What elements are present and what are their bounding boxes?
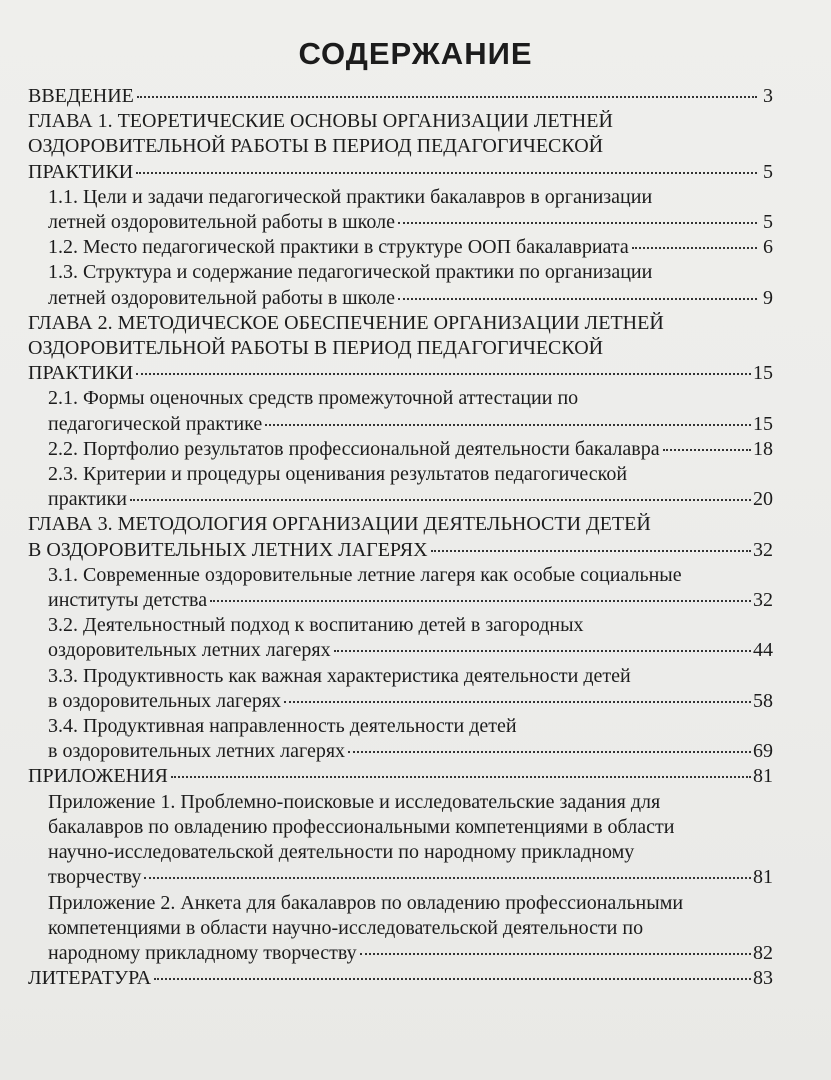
toc-entry-text: 2.1. Формы оценочных средств промежуточной аттестации по bbox=[48, 387, 579, 410]
toc-entry[interactable] bbox=[28, 84, 773, 109]
toc-entry-text: ЛИТЕРАТУРА bbox=[28, 967, 152, 990]
dot-leader bbox=[284, 701, 751, 703]
dot-leader bbox=[137, 96, 757, 98]
dot-leader bbox=[171, 776, 751, 778]
dot-leader bbox=[136, 172, 757, 174]
toc-entry[interactable] bbox=[28, 311, 773, 387]
toc-entry[interactable] bbox=[28, 664, 773, 714]
toc-entry-text: ГЛАВА 3. МЕТОДОЛОГИЯ ОРГАНИЗАЦИИ ДЕЯТЕЛЬНОСТИ ДЕТЕЙ bbox=[28, 513, 651, 536]
dot-leader bbox=[130, 499, 751, 501]
toc-page-number: 32 bbox=[753, 538, 773, 561]
toc-entry-text: ОЗДОРОВИТЕЛЬНОЙ РАБОТЫ В ПЕРИОД ПЕДАГОГИЧЕСКОЙ bbox=[28, 135, 604, 158]
toc-entry-text: 3.3. Продуктивность как важная характеристика деятельности детей bbox=[48, 664, 631, 687]
toc-entry-text: творчеству bbox=[48, 866, 142, 889]
toc-entry[interactable] bbox=[28, 260, 773, 310]
toc-entry[interactable] bbox=[28, 462, 773, 512]
toc-entry-text: В ОЗДОРОВИТЕЛЬНЫХ ЛЕТНИХ ЛАГЕРЯХ bbox=[28, 538, 428, 561]
toc-entry-text: педагогической практике bbox=[48, 412, 263, 435]
toc-entry-text: ПРАКТИКИ bbox=[28, 362, 134, 385]
toc-page-number: 9 bbox=[763, 286, 773, 309]
toc-page-number: 69 bbox=[753, 740, 773, 763]
toc-page-number: 20 bbox=[753, 488, 773, 511]
toc-page-number: 5 bbox=[763, 211, 773, 234]
toc-entry-text: 2.2. Портфолио результатов профессиональной деятельности бакалавра bbox=[48, 437, 660, 460]
toc-page-number: 3 bbox=[763, 85, 773, 107]
dot-leader bbox=[136, 373, 751, 375]
toc-entry-text: 1.3. Структура и содержание педагогической практики по организации bbox=[48, 261, 653, 284]
toc-entry[interactable] bbox=[28, 437, 773, 462]
toc-entry-text: институты детства bbox=[48, 589, 208, 612]
page-title: СОДЕРЖАНИЕ bbox=[298, 36, 533, 71]
toc-page-number: 58 bbox=[753, 689, 773, 712]
dot-leader bbox=[398, 298, 757, 300]
table-of-contents bbox=[28, 84, 773, 991]
toc-page-number: 5 bbox=[763, 160, 773, 183]
dot-leader bbox=[265, 424, 751, 426]
dot-leader bbox=[348, 751, 751, 753]
dot-leader bbox=[210, 600, 751, 602]
dot-leader bbox=[334, 650, 751, 652]
toc-entry-text: ПРИЛОЖЕНИЯ bbox=[28, 765, 168, 788]
toc-entry[interactable] bbox=[28, 386, 773, 436]
toc-entry-text: научно-исследовательской деятельности по народному прикладному bbox=[48, 841, 635, 864]
toc-entry-text: ГЛАВА 2. МЕТОДИЧЕСКОЕ ОБЕСПЕЧЕНИЕ ОРГАНИЗАЦИИ ЛЕТНЕЙ bbox=[28, 311, 664, 334]
toc-page-number: 18 bbox=[753, 437, 773, 460]
toc-entry-text: бакалавров по овладению профессиональными компетенциями в области bbox=[48, 815, 675, 838]
toc-entry[interactable] bbox=[28, 563, 773, 613]
toc-entry-text: компетенциями в области научно-исследовательской деятельности по bbox=[48, 916, 644, 939]
toc-entry-text: 3.1. Современные оздоровительные летние лагеря как особые социальные bbox=[48, 563, 682, 586]
toc-entry[interactable] bbox=[28, 764, 773, 789]
dot-leader bbox=[360, 953, 751, 955]
toc-entry-text: летней оздоровительной работы в школе bbox=[48, 286, 395, 309]
dot-leader bbox=[144, 877, 751, 879]
toc-entry-text: 2.3. Критерии и процедуры оценивания результатов педагогической bbox=[48, 463, 628, 486]
toc-entry-text: ПРАКТИКИ bbox=[28, 160, 134, 183]
toc-page-number: 15 bbox=[753, 412, 773, 435]
toc-entry-text: 1.1. Цели и задачи педагогической практики бакалавров в организации bbox=[48, 185, 653, 208]
toc-entry-text: практики bbox=[48, 488, 127, 511]
toc-entry-text: ГЛАВА 1. ТЕОРЕТИЧЕСКИЕ ОСНОВЫ ОРГАНИЗАЦИИ ЛЕТНЕЙ bbox=[28, 110, 613, 133]
toc-entry[interactable] bbox=[28, 185, 773, 235]
toc-entry[interactable] bbox=[28, 966, 773, 991]
toc-entry-text: оздоровительных летних лагерях bbox=[48, 639, 331, 662]
toc-page-number: 82 bbox=[753, 941, 773, 964]
toc-entry-text: Приложение 2. Анкета для бакалавров по овладению профессиональными bbox=[48, 891, 684, 914]
toc-entry-text: ВВЕДЕНИЕ bbox=[28, 85, 134, 107]
toc-entry[interactable] bbox=[28, 790, 773, 891]
toc-entry[interactable] bbox=[28, 714, 773, 764]
toc-page-number: 32 bbox=[753, 589, 773, 612]
toc-page-number: 83 bbox=[753, 967, 773, 990]
toc-entry-text: в оздоровительных лагерях bbox=[48, 689, 282, 712]
toc-entry-text: 1.2. Место педагогической практики в структуре ООП бакалавриата bbox=[48, 236, 629, 259]
toc-entry[interactable] bbox=[28, 235, 773, 260]
toc-entry-text: летней оздоровительной работы в школе bbox=[48, 211, 395, 234]
toc-entry-text: народному прикладному творчеству bbox=[48, 941, 357, 964]
dot-leader bbox=[431, 550, 751, 552]
toc-page-number: 44 bbox=[753, 639, 773, 662]
toc-page-number: 81 bbox=[753, 866, 773, 889]
toc-entry[interactable] bbox=[28, 613, 773, 663]
toc-entry-text: 3.2. Деятельностный подход к воспитанию детей в загородных bbox=[48, 614, 584, 637]
dot-leader bbox=[632, 247, 757, 249]
toc-entry[interactable] bbox=[28, 891, 773, 967]
dot-leader bbox=[663, 449, 751, 451]
toc-entry-text: ОЗДОРОВИТЕЛЬНОЙ РАБОТЫ В ПЕРИОД ПЕДАГОГИЧЕСКОЙ bbox=[28, 337, 604, 360]
toc-entry-text: 3.4. Продуктивная направленность деятельности детей bbox=[48, 715, 517, 738]
toc-page-number: 81 bbox=[753, 765, 773, 788]
toc-page-number: 6 bbox=[763, 236, 773, 259]
toc-entry[interactable] bbox=[28, 512, 773, 562]
toc-page-number: 15 bbox=[753, 362, 773, 385]
dot-leader bbox=[398, 222, 757, 224]
toc-entry-text: в оздоровительных летних лагерях bbox=[48, 740, 346, 763]
toc-entry[interactable] bbox=[28, 109, 773, 185]
dot-leader bbox=[154, 978, 751, 980]
toc-entry-text: Приложение 1. Проблемно-поисковые и исследовательские задания для bbox=[48, 790, 661, 813]
